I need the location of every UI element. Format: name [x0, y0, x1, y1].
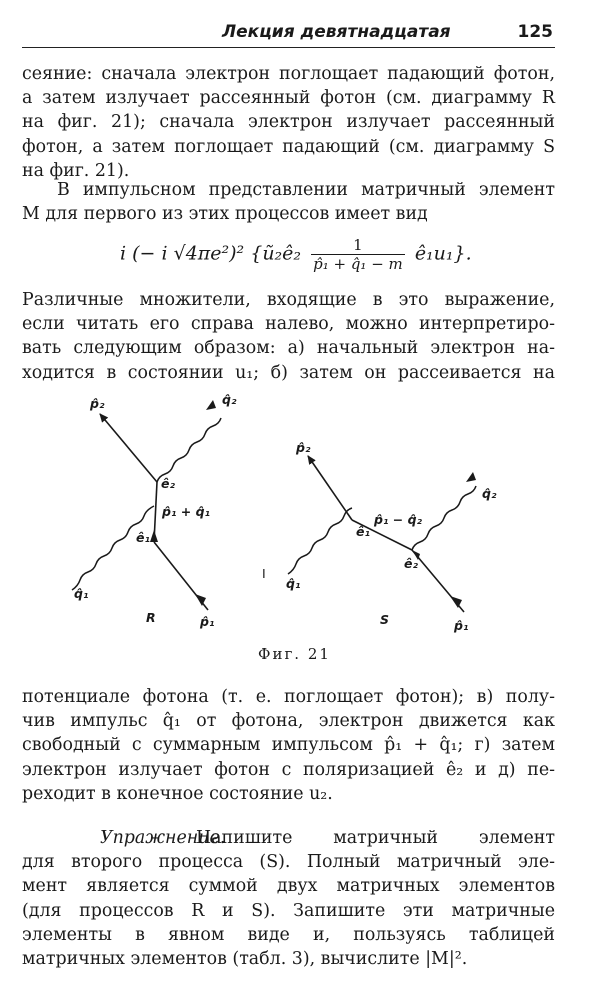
label-S-diff: p̂₁ − q̂₂	[374, 512, 423, 527]
photon-line-q1-S	[288, 508, 352, 574]
exercise-paragraph	[22, 826, 555, 971]
label-S-e1: ê₁	[356, 524, 370, 539]
paragraph-3	[22, 288, 555, 385]
photon-arrow-q2-R	[206, 400, 216, 410]
matrix-element-formula	[120, 236, 540, 276]
label-R-e1: ê₁	[136, 530, 150, 545]
text-line: Упражнение. Напишите матричный элемент	[22, 826, 555, 850]
formula-fraction	[311, 236, 405, 273]
formula-prefix: i (− i √4πe²)²	[120, 242, 245, 265]
text-line: элементы в явном виде и, пользуясь таблицей	[22, 924, 555, 945]
electron-line-p2-S	[308, 456, 352, 520]
text-line: M для первого из этих процессов имеет вид	[22, 204, 428, 225]
figure-caption: Фиг. 21	[258, 645, 331, 663]
label-S-p1: p̂₁	[454, 618, 469, 633]
text-line: на фиг. 21).	[22, 160, 130, 181]
diagram-S-name: S	[380, 612, 390, 627]
incoming-arrow-p1-S	[450, 596, 462, 608]
photon-arrow-q2-S	[466, 472, 476, 482]
chapter-title: Лекция девятнадцатая	[222, 22, 451, 42]
label-R-sum: p̂₁ + q̂₁	[162, 504, 211, 519]
text-line: электрон излучает фотон с поляризацией ê₂ и д) пе-	[22, 759, 555, 780]
photon-line-q2-R	[157, 418, 221, 482]
text-line: ходится в состоянии u₁; б) затем он рассеивается на	[22, 362, 555, 383]
label-R-p2: p̂₂	[90, 396, 105, 411]
photon-line-q1-R	[72, 506, 154, 590]
label-R-e2: ê₂	[161, 476, 175, 491]
label-S-q1: q̂₁	[286, 576, 301, 591]
text-line: реходит в конечное состояние u₂.	[22, 783, 333, 804]
label-S-e2: ê₂	[404, 556, 418, 571]
diagram-R-name: R	[146, 610, 156, 625]
label-R-p1: p̂₁	[200, 614, 215, 629]
text-line: а затем излучает рассеянный фотон (см. диаграмму R	[22, 88, 555, 109]
text-line: мент является суммой двух матричных элементов	[22, 876, 555, 897]
label-S-q2: q̂₂	[482, 486, 497, 501]
exercise-label: Упражнение.	[100, 828, 226, 848]
formula-numerator: 1	[311, 236, 405, 255]
paragraph-1	[22, 62, 555, 183]
text-line: для второго процесса (S). Полный матричный эле-	[22, 852, 555, 873]
diagram-lines	[30, 380, 570, 680]
paragraph-4	[22, 685, 555, 806]
paragraph-2	[22, 178, 555, 226]
text-line: матричных элементов (табл. 3), вычислите |M|².	[22, 949, 468, 970]
text-line: свободный с суммарным импульсом p̂₁ + q̂₁; г) затем	[22, 735, 555, 756]
propagator-arrow-R	[150, 530, 158, 542]
formula-right: ê₁u₁}.	[414, 242, 472, 265]
label-S-p2: p̂₂	[296, 440, 311, 455]
text-line: Различные множители, входящие в это выражение,	[22, 290, 555, 310]
page-number: 125	[517, 22, 553, 42]
formula-denominator: p̂₁ + q̂₁ − m	[313, 255, 403, 273]
text-line: (для процессов R и S). Запишите эти матричные	[22, 900, 555, 921]
stray-mark: I	[262, 566, 266, 581]
text-line: В импульсном представлении матричный элемент	[57, 180, 555, 200]
running-header	[22, 22, 555, 48]
text-line: фотон, а затем поглощает падающий (см. диаграмму S	[22, 136, 555, 157]
text-line: чив импульс q̂₁ от фотона, электрон движется как	[22, 711, 555, 732]
feynman-diagrams-figure	[30, 380, 570, 680]
text-line: если читать его справа налево, можно интерпретиро-	[22, 314, 555, 335]
text-line: на фиг. 21); сначала электрон излучает рассеянный	[22, 112, 555, 133]
electron-line-p2-R	[100, 414, 157, 482]
text-line: потенциале фотона (т. е. поглощает фотон); в) полу-	[22, 687, 555, 707]
header-rule	[22, 47, 555, 48]
label-R-q2: q̂₂	[222, 392, 237, 407]
formula-left: {ũ₂ê₂	[250, 242, 302, 265]
label-R-q1: q̂₁	[74, 586, 89, 601]
text-line: вать следующим образом: а) начальный электрон на-	[22, 338, 555, 359]
text-line: сеяние: сначала электрон поглощает падающий фотон,	[22, 64, 555, 84]
